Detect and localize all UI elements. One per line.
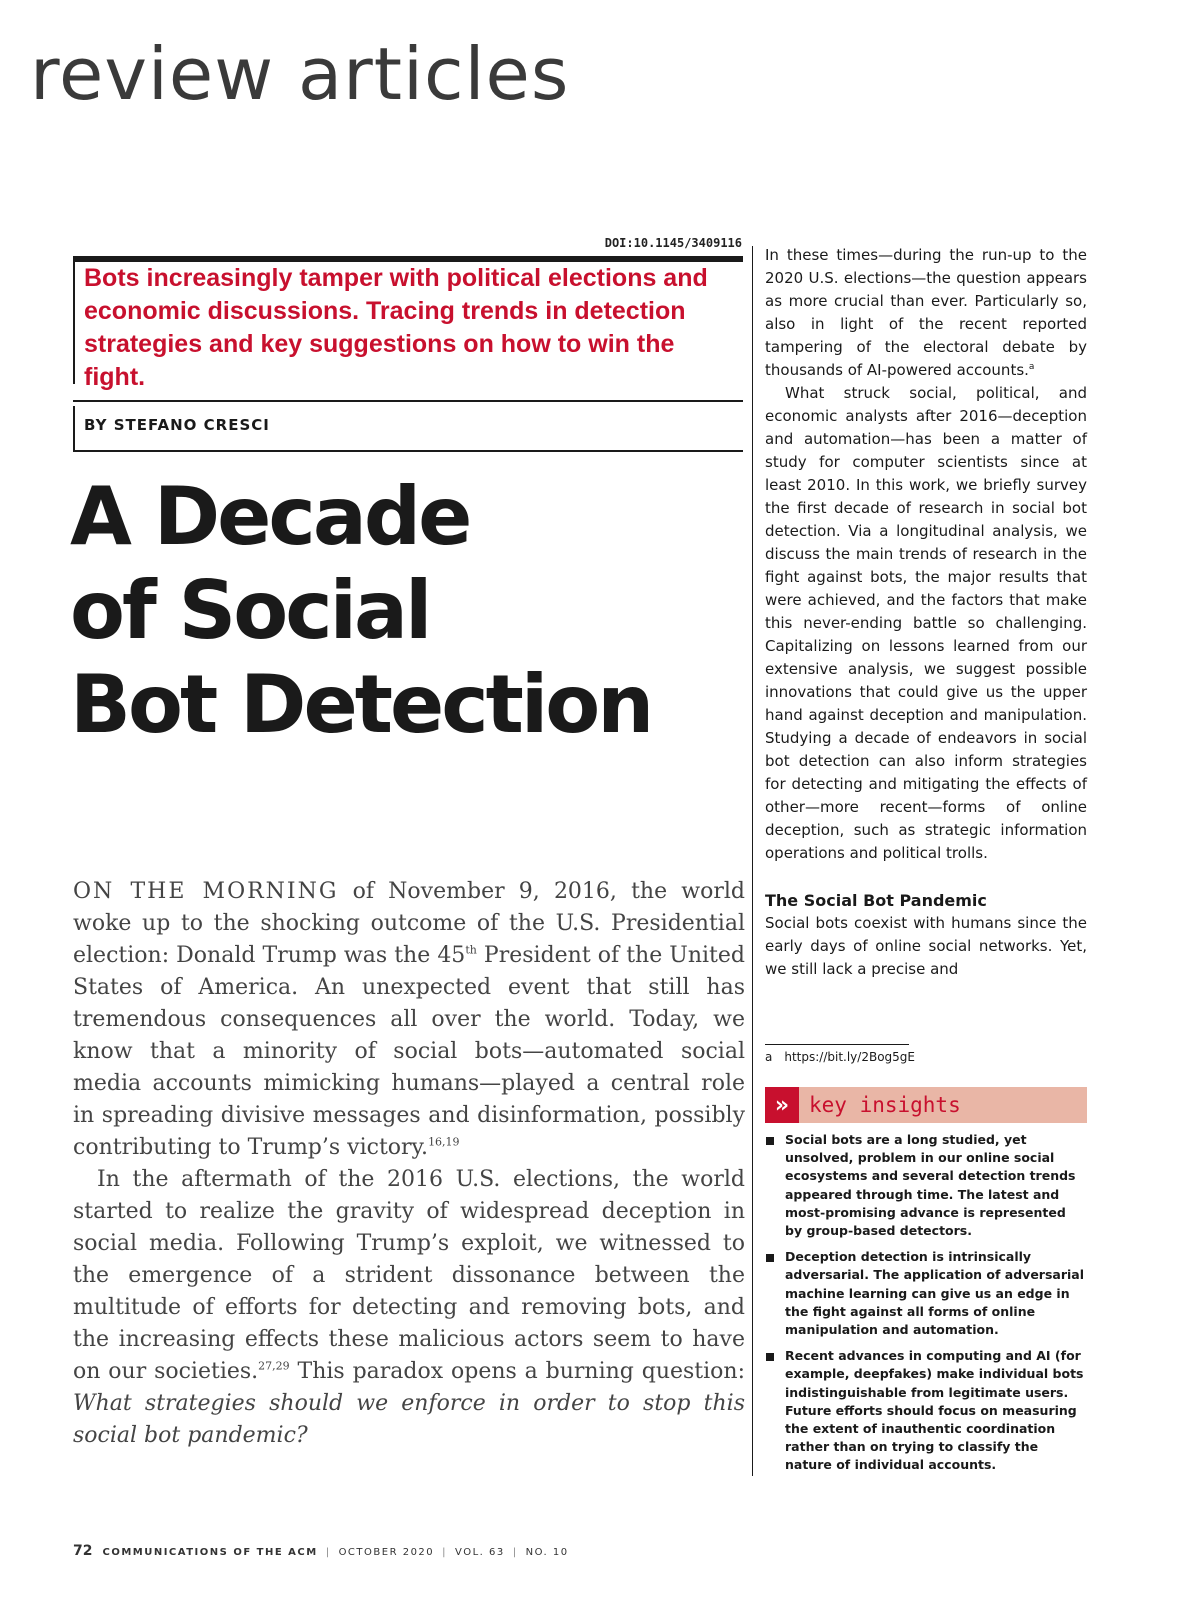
list-item: Deception detection is intrinsically adversarial. The application of adversarial machine learning can give us an edge in the fight against all forms of online manipulation and automation. [765,1248,1085,1339]
footnote-ref[interactable]: a [1028,362,1035,372]
doi-label: DOI:10.1145/3409116 [604,236,742,250]
bullet-icon [766,1137,774,1145]
magazine-name: COMMUNICATIONS OF THE ACM [102,1547,318,1558]
key-insights-header [765,1087,1087,1123]
issue-date: OCTOBER 2020 [338,1547,435,1558]
footnote [765,1050,915,1064]
title-line: of Social [70,564,430,657]
section-heading: review articles [30,32,570,116]
bullet-icon [766,1254,774,1262]
key-insights-title: key insights [809,1093,961,1117]
column-divider [752,246,753,1476]
byline-bottom-rule [73,450,743,452]
list-item: Recent advances in computing and AI (for example, deepfakes) make individual bots indistinguishable from legitimate users. Future efforts should focus on measuring the extent of inauthentic coordination rather than on trying to classify the nature of individual accounts. [765,1347,1085,1474]
intro-paragraph: ON THE MORNING of November 9, 2016, the world woke up to the shocking outcome of the U.S. Presidential election: Donald Trump was the 45th President of the United States of America. An unexpected event that still has tremendous consequences all over the world. Today, we know that a minority of social bots—automated social media accounts mimicking humans—played a central role in spreading divisive messages and disinformation, possibly contributing to Trump’s victory.$^{16,19}$ [73,879,746,1160]
body-paragraph: In the aftermath of the 2016 U.S. elections, the world started to realize the gravity of widespread deception in social media. Following Trump’s exploit, we witnessed to the emergence of a strident dissonance between the multitude of efforts for detecting and removing bots, and the increasing effects these malicious actors seem to have on our societies.$^{27,29}$ This paradox opens a burning question: What strategies should we enforce in order to stop this social bot pandemic? [73,1167,745,1448]
byline: BY STEFANO CRESCI [84,416,270,434]
lead-in: ON THE MORNING [73,879,339,904]
issue-volume: VOL. 63 [455,1547,505,1558]
issue-number: NO. 10 [525,1547,569,1558]
footnote-link[interactable]: https://bit.ly/2Bog5gE [784,1050,915,1064]
byline-top-rule [73,400,743,402]
footnote-rule [765,1044,909,1045]
body-paragraph: Social bots coexist with humans since the early days of online social networks. Yet, we still lack a precise and [765,914,1087,978]
chevron-icon: » [765,1087,799,1123]
article-title [70,470,750,752]
body-paragraph: What struck social, political, and economic analysts after 2016—deception and automation—has been a matter of study for computer scientists since at least 2010. In this work, we briefly survey the first decade of research in social bot detection. Via a longitudinal analysis, we discuss the main trends of research in the fight against bots, the major results that were achieved, and the factors that make this never-ending battle so challenging. Capitalizing on lessons learned from our extensive analysis, we suggest possible innovations that could give us the upper hand against deception and manipulation. Studying a decade of endeavors in social bot detection can also inform strategies for detecting and mitigating the effects of other—more recent—forms of online deception, such as strategic information operations and political trolls. [765,384,1087,862]
citation-ref: 27,29 [258,1359,290,1373]
left-column-body [73,876,745,1452]
body-paragraph: In these times—during the run-up to the 2020 U.S. elections—the question appears as more crucial than ever. Particularly so, also in light of the recent reported tampering of the electoral debate by thousands of AI-powered accounts.$^a$ [765,246,1087,379]
key-question: What strategies should we enforce in order to stop this social bot pandemic? [73,1391,745,1448]
footnote-mark: a [765,1050,773,1064]
page-number: 72 [73,1543,93,1559]
bullet-icon [766,1353,774,1361]
title-line: A Decade [70,470,470,563]
list-item: Social bots are a long studied, yet unsolved, problem in our online social ecosystems and several detection trends appeared through time. The latest and most-promising advance is represented by group-based detectors. [765,1131,1085,1240]
page-footer: 72 COMMUNICATIONS OF THE ACM | OCTOBER 2020 | VOL. 63 | NO. 10 [73,1543,569,1559]
deck-bar [73,262,75,384]
citation-ref: 16,19 [428,1135,460,1149]
key-insights-list [765,1131,1085,1483]
right-column-body [765,244,1087,981]
byline-bar [73,406,75,450]
title-line: Bot Detection [70,658,652,751]
section-subhead: The Social Bot Pandemic [765,891,987,910]
article-deck: Bots increasingly tamper with political elections and economic discussions. Tracing trends in detection strategies and key suggestions on how to win the fight. [84,264,708,391]
